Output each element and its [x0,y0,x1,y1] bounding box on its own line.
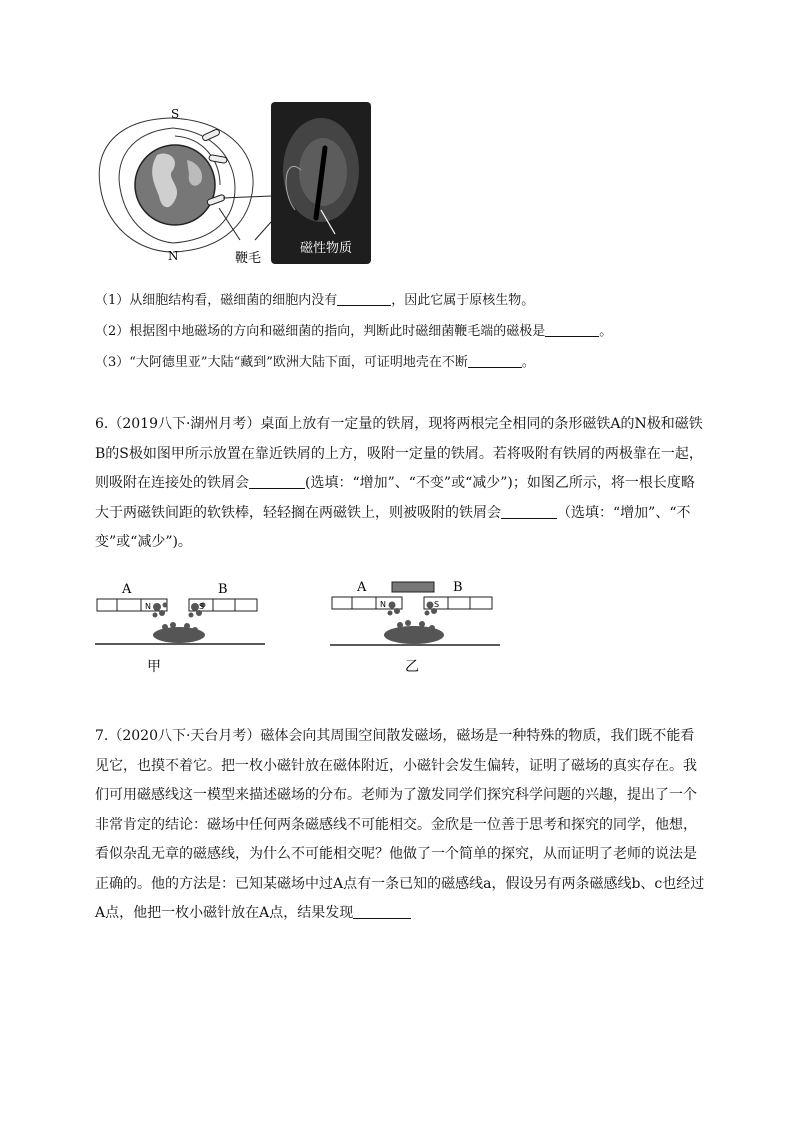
jia-pole-s: S [199,602,205,611]
jia-label-b: B [218,582,228,597]
yi-pole-s: S [434,600,440,609]
yi-label-b: B [453,580,463,595]
label-flagellum: 鞭毛 [235,251,262,266]
q5-blank2[interactable] [545,323,599,337]
q7-text: 7.（2020八下·天台月考）磁体会向其周围空间散发磁场，磁场是一种特殊的物质，我们既不能看见它，也摸不着它。把一枚小磁针放在磁体附近，小磁针会发生偏转，证明了磁场的真实存在。我们可用磁感线这一模型来描述磁场的分布。老师为了激发同学们探究科学问题的兴趣，提出了一个非常肯定的结论：磁场中任何两条磁感线不可能相交。金欣是一位善于思考和探究的同学，他想，看似杂乱无章的磁感线，为什么不可能相交呢？他做了一个简单的探究，从而证明了老师的说法是正确的。他的方法是：已知某磁场中过A点有一条已知的磁感线a，假设另有两条磁感线b、c也经过A点，他把一枚小磁针放在A点，结果发现 [95,728,705,921]
q7-blank[interactable] [353,904,411,919]
q5-blank1[interactable] [337,292,391,306]
figure-jia [95,575,265,675]
earth-magnetic-bacteria-figure [95,100,375,270]
yi-pole-n: N [380,600,386,609]
q5-part3: （3）“大阿德里亚”大陆“藏到”欧洲大陆下面，可证明地壳在不断 。 [95,355,535,370]
label-s: S [171,107,180,121]
yi-label-a: A [357,580,367,595]
q5-part2: （2）根据图中地磁场的方向和磁细菌的指向，判断此时磁细菌鞭毛端的磁极是 。 [95,324,613,339]
q6-blank1[interactable] [249,474,305,489]
figure-yi [330,575,500,675]
jia-caption: 甲 [147,659,161,675]
label-magnetic-material: 磁性物质 [300,241,353,256]
q6-text: 6.（2019八下·湖州月考）桌面上放有一定量的铁屑，现将两根完全相同的条形磁铁A的N极和磁铁B的S极如图甲所示放置在靠近铁屑的上方，吸附一定量的铁屑。若将吸附有铁屑的两极靠在一起，则吸附在连接处的铁屑会 (选填：“增加”、“不变”或“减少”)；如图乙所示，将一根长度略大于两磁铁间距的软铁棒，轻轻搁在两磁铁上，则被吸附的铁屑会 （选填：“增加”、“不变”或“减少”)。 [95,416,703,550]
yi-caption: 乙 [405,659,419,675]
q5-part1: （1）从细胞结构看，磁细菌的细胞内没有 ，因此它属于原核生物。 [95,293,535,308]
label-n: N [168,249,179,263]
jia-label-a: A [122,582,132,597]
q5-blank3[interactable] [468,354,522,368]
jia-pole-n: N [145,602,151,611]
q6-blank2[interactable] [501,504,557,519]
